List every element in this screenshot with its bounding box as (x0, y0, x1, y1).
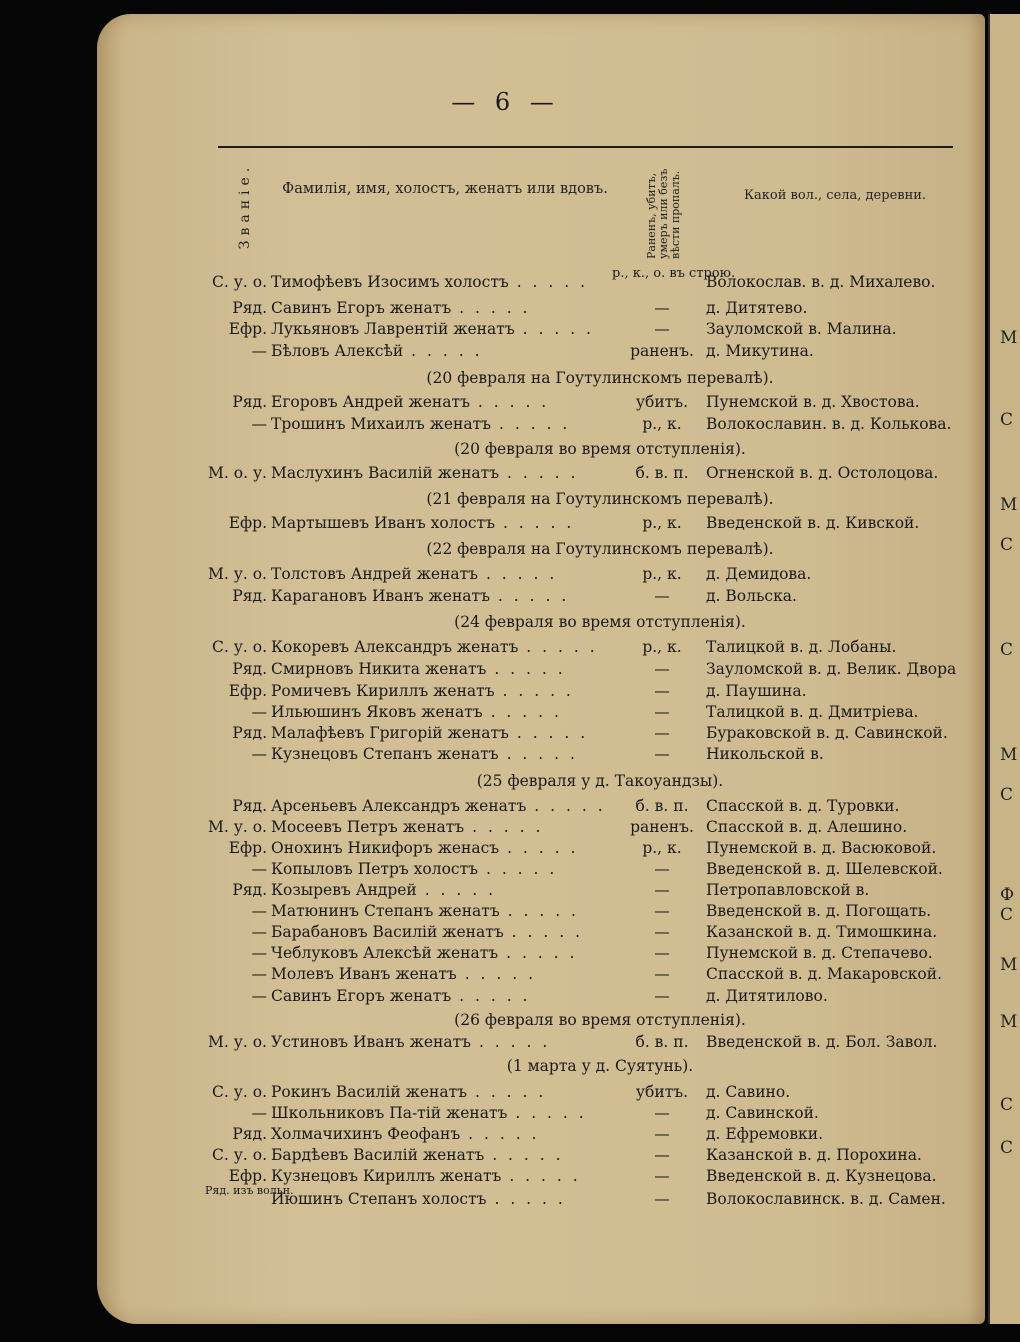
adjacent-page-letter: С (1000, 905, 1014, 925)
leader-dots: . . . . . (456, 965, 537, 983)
leader-dots: . . . . . (451, 987, 531, 1005)
fate-cell: — (654, 1190, 670, 1208)
leader-dots: . . . . . (471, 1033, 551, 1051)
header-name: Фамилія, имя, холостъ, женатъ или вдовъ. (282, 181, 608, 197)
page-number: — 6 — (451, 88, 560, 116)
leader-dots: . . . . . (503, 923, 583, 941)
leader-dots: . . . . . (498, 944, 578, 962)
header-rank: Званіе. (237, 162, 253, 250)
fate-cell: — (654, 965, 670, 983)
adjacent-page-letter: С (1000, 410, 1014, 430)
place-cell: Зауломской в. д. Велик. Двора (706, 660, 957, 678)
rank-cell: Ряд. (232, 299, 267, 317)
rank-cell: Ряд. (232, 881, 267, 899)
section-heading: (20 февраля на Гоутулинскомъ перевалѣ). (426, 369, 774, 387)
list-item (0, 797, 1011, 819)
fate-cell: — (654, 703, 670, 721)
rank-cell: — (251, 415, 267, 433)
name-cell: Июшинъ Степанъ холостъ . . . . . (271, 1190, 566, 1208)
fate-cell: р., к. (642, 514, 682, 532)
rank-cell: М. у. о. (208, 818, 267, 836)
list-item (0, 1125, 1011, 1147)
section-heading: (22 февраля на Гоутулинскомъ перевалѣ). (426, 540, 774, 558)
list-item (0, 860, 1011, 882)
rank-cell: Ефр. (228, 839, 267, 857)
list-item (0, 464, 1011, 486)
list-item (0, 881, 1011, 903)
list-item (0, 987, 1011, 1009)
place-cell: Никольской в. (706, 745, 824, 763)
list-item (0, 745, 1011, 767)
place-cell: Пунемской в. д. Васюковой. (706, 839, 937, 857)
fate-cell: — (654, 660, 670, 678)
place-cell: д. Савино. (706, 1083, 791, 1101)
rank-cell: М. у. о. (208, 1033, 267, 1051)
section-heading: (21 февраля на Гоутулинскомъ перевалѣ). (426, 490, 774, 508)
leader-dots: . . . . . (416, 881, 497, 899)
name-cell: Холмачихинъ Феофанъ . . . . . (271, 1125, 540, 1143)
name-cell: Козыревъ Андрей . . . . . (271, 881, 497, 899)
place-cell: Спасской в. д. Макаровской. (706, 965, 943, 983)
adjacent-page-letter: Ф (1000, 885, 1015, 905)
name-cell: Савинъ Егоръ женатъ . . . . . (271, 299, 531, 317)
list-item (0, 965, 1011, 987)
leader-dots: . . . . . (508, 724, 589, 742)
place-cell: д. Демидова. (706, 565, 812, 583)
rank-cell: М. о. у. (208, 464, 267, 482)
list-item (0, 514, 1011, 536)
name-cell: Мартышевъ Иванъ холостъ . . . . . (271, 514, 575, 532)
name-cell: Смирновъ Никита женатъ . . . . . (271, 660, 566, 678)
fate-cell: — (654, 724, 670, 742)
fate-cell: убитъ. (635, 393, 689, 411)
name-cell: Бардѣевъ Василій женатъ . . . . . (271, 1146, 564, 1164)
leader-dots: . . . . . (486, 1190, 566, 1208)
leader-dots: . . . . . (467, 1083, 547, 1101)
leader-dots: . . . . . (494, 682, 574, 700)
name-cell: Тимофѣевъ Изосимъ холостъ . . . . . (271, 273, 589, 291)
fate-cell: — (654, 1146, 670, 1164)
list-item (0, 299, 1011, 321)
list-item (0, 703, 1011, 725)
section-heading: (25 февраля у д. Такоуандзы). (476, 772, 724, 790)
rank-cell: Ряд. (232, 1125, 267, 1143)
leader-dots: . . . . . (464, 818, 544, 836)
place-cell: Казанской в. д. Тимошкина. (706, 923, 938, 941)
leader-dots: . . . . . (526, 797, 606, 815)
list-item (0, 266, 1011, 295)
name-cell: Чеблуковъ Алексѣй женатъ . . . . . (271, 944, 578, 962)
place-cell: Талицкой в. д. Дмитріева. (706, 703, 919, 721)
name-cell: Егоровъ Андрей женатъ . . . . . (271, 393, 550, 411)
fate-cell: р., к. (642, 565, 682, 583)
rank-cell: Ряд. (232, 660, 267, 678)
place-cell: Введенской в. д. Погощать. (706, 902, 932, 920)
leader-dots: . . . . . (518, 638, 598, 656)
rank-cell: Ряд. (232, 724, 267, 742)
adjacent-page-letter: М (1000, 955, 1018, 975)
fate-cell: — (654, 1104, 670, 1122)
leader-dots: . . . . . (460, 1125, 540, 1143)
rank-cell: — (251, 902, 267, 920)
place-cell: Зауломской в. Малина. (706, 320, 897, 338)
leader-dots: . . . . . (451, 299, 531, 317)
adjacent-page-letter: М (1000, 1012, 1018, 1032)
adjacent-page-letter: С (1000, 1138, 1014, 1158)
adjacent-page-letter: М (1000, 495, 1018, 515)
rank-cell: Ефр. (228, 1167, 267, 1185)
place-cell: Бураковской в. д. Савинской. (706, 724, 948, 742)
fate-cell: б. в. п. (635, 464, 689, 482)
list-item (0, 320, 1011, 342)
name-cell: Карагановъ Иванъ женатъ . . . . . (271, 587, 570, 605)
fate-cell: — (654, 944, 670, 962)
place-cell: Казанской в. д. Порохина. (706, 1146, 922, 1164)
adjacent-page-letter: С (1000, 640, 1014, 660)
fate-cell: — (654, 587, 670, 605)
name-cell: Матюнинъ Степанъ женатъ . . . . . (271, 902, 579, 920)
list-item (0, 393, 1011, 415)
name-cell: Мосеевъ Петръ женатъ . . . . . (271, 818, 544, 836)
rank-cell: Ефр. (228, 320, 267, 338)
place-cell: д. Савинской. (706, 1104, 819, 1122)
leader-dots: . . . . . (498, 745, 578, 763)
list-item (0, 587, 1011, 609)
list-item (0, 660, 1011, 682)
rank-cell: Ряд. (232, 797, 267, 815)
section-heading: (26 февраля во время отступленія). (454, 1011, 746, 1029)
list-item (0, 638, 1014, 660)
leader-dots: . . . . . (508, 273, 589, 291)
rank-cell: — (251, 860, 267, 878)
fate-cell: р., к. (642, 638, 682, 656)
leader-dots: . . . . . (499, 839, 579, 857)
leader-dots: . . . . . (403, 342, 483, 360)
rank-cell: — (251, 703, 267, 721)
fate-cell: — (654, 923, 670, 941)
name-cell: Кокоревъ Александръ женатъ . . . . . (271, 638, 598, 656)
rank-cell: С. у. о. (212, 1083, 267, 1101)
fate-cell: — (654, 987, 670, 1005)
name-cell: Маслухинъ Василій женатъ . . . . . (271, 464, 579, 482)
name-cell: Барабановъ Василій женатъ . . . . . (271, 923, 583, 941)
rank-cell: Ефр. (228, 514, 267, 532)
name-cell: Копыловъ Петръ холостъ . . . . . (271, 860, 558, 878)
list-item (0, 415, 1011, 437)
section-heading: (24 февраля во время отступленія). (454, 613, 746, 631)
place-cell: д. Дитятилово. (706, 987, 828, 1005)
place-cell: Волокославин. в. д. Колькова. (706, 415, 952, 433)
adjacent-page-letter: М (1000, 328, 1018, 348)
header-place: Какой вол., села, деревни. (743, 188, 927, 203)
leader-dots: . . . . . (486, 660, 566, 678)
rank-cell: — (251, 987, 267, 1005)
list-item (0, 1167, 1011, 1189)
list-item (0, 923, 1011, 945)
name-cell: Онохинъ Никифоръ женасъ . . . . . (271, 839, 579, 857)
rank-cell: — (251, 965, 267, 983)
rank-cell: — (251, 1104, 267, 1122)
place-cell: Введенской в. д. Кивской. (706, 514, 920, 532)
name-cell: Толстовъ Андрей женатъ . . . . . (271, 565, 558, 583)
place-cell: Введенской в. д. Бол. Завол. (706, 1033, 938, 1051)
leader-dots: . . . . . (478, 860, 558, 878)
name-cell: Арсеньевъ Александръ женатъ . . . . . (271, 797, 606, 815)
name-cell: Ромичевъ Кириллъ женатъ . . . . . (271, 682, 574, 700)
list-item (0, 1184, 1011, 1212)
rank-cell: М. у. о. (208, 565, 267, 583)
fate-cell: — (654, 860, 670, 878)
place-cell: Спасской в. д. Алешино. (706, 818, 908, 836)
header-fate: Раненъ, убитъ, умеръ или безъ вѣсти пропалъ. (645, 168, 682, 259)
leader-dots: . . . . . (499, 464, 579, 482)
place-cell: Огненской в. д. Остолоцова. (706, 464, 939, 482)
adjacent-page-letter: С (1000, 535, 1014, 555)
rank-cell: С. у. о. (212, 638, 267, 656)
list-item (0, 682, 1011, 704)
section-heading: (1 марта у д. Суятунь). (506, 1057, 694, 1075)
adjacent-page-letter: М (1000, 745, 1018, 765)
list-item (0, 902, 1014, 925)
fate-cell: раненъ. (630, 342, 694, 360)
leader-dots: . . . . . (478, 565, 558, 583)
list-item (0, 944, 1011, 966)
leader-dots: . . . . . (501, 1167, 581, 1185)
place-cell: Введенской в. д. Кузнецова. (706, 1167, 937, 1185)
fate-cell: — (654, 320, 670, 338)
rank-cell: Ряд. (232, 587, 267, 605)
rank-cell: Ряд. изъ вольн. (205, 1184, 294, 1197)
list-item (0, 565, 1011, 587)
rank-cell: Ряд. (232, 393, 267, 411)
fate-cell: — (654, 902, 670, 920)
name-cell: Трошинъ Михаилъ женатъ . . . . . (271, 415, 571, 433)
list-item (0, 724, 1011, 746)
leader-dots: . . . . . (489, 587, 570, 605)
name-cell: Малафѣевъ Григорій женатъ . . . . . (271, 724, 589, 742)
place-cell: д. Ефремовки. (706, 1125, 823, 1143)
name-cell: Кузнецовъ Кириллъ женатъ . . . . . (271, 1167, 581, 1185)
leader-dots: . . . . . (482, 703, 562, 721)
name-cell: Савинъ Егоръ женатъ . . . . . (271, 987, 531, 1005)
leader-dots: . . . . . (491, 415, 571, 433)
place-cell: д. Паушина. (706, 682, 807, 700)
rank-cell: — (251, 923, 267, 941)
leader-dots: . . . . . (495, 514, 575, 532)
fate-cell: — (654, 682, 670, 700)
name-cell: Школьниковъ Па-тій женатъ . . . . . (271, 1104, 587, 1122)
adjacent-page-letter: С (1000, 785, 1014, 805)
adjacent-page-letter: С (1000, 1095, 1014, 1115)
name-cell: Ильюшинъ Яковъ женатъ . . . . . (271, 703, 562, 721)
fate-cell: б. в. п. (635, 797, 689, 815)
rank-cell: С. у. о. (212, 1146, 267, 1164)
leader-dots: . . . . . (514, 320, 594, 338)
fate-cell: р., к. (642, 839, 682, 857)
list-item (0, 818, 1011, 840)
fate-cell: — (654, 1167, 670, 1185)
leader-dots: . . . . . (484, 1146, 564, 1164)
name-cell: Молевъ Иванъ женатъ . . . . . (271, 965, 537, 983)
place-cell: Спасской в. д. Туровки. (706, 797, 900, 815)
place-cell: Волокослав. в. д. Михалево. (706, 273, 936, 291)
place-cell: Волокославинск. в. д. Самен. (706, 1190, 946, 1208)
name-cell: Устиновъ Иванъ женатъ . . . . . (271, 1033, 551, 1051)
rank-cell: Ефр. (228, 682, 267, 700)
place-cell: д. Вольска. (706, 587, 797, 605)
list-item (0, 1104, 1011, 1126)
fate-cell: раненъ. (630, 818, 694, 836)
name-cell: Кузнецовъ Степанъ женатъ . . . . . (271, 745, 578, 763)
leader-dots: . . . . . (469, 393, 550, 411)
fate-cell: р., к., о. въ строю. (612, 266, 736, 281)
place-cell: д. Дитятево. (706, 299, 808, 317)
list-item (0, 839, 1011, 861)
rank-cell: — (251, 944, 267, 962)
fate-cell: — (654, 1125, 670, 1143)
name-cell: Рокинъ Василій женатъ . . . . . (271, 1083, 547, 1101)
fate-cell: р., к. (642, 415, 682, 433)
section-heading: (20 февраля во время отступленія). (454, 440, 746, 458)
fate-cell: б. в. п. (635, 1033, 689, 1051)
place-cell: Петропавловской в. (706, 881, 870, 899)
list-item (0, 1033, 1011, 1055)
fate-cell: — (654, 745, 670, 763)
place-cell: Пунемской в. д. Хвостова. (706, 393, 920, 411)
place-cell: Введенской в. д. Шелевской. (706, 860, 943, 878)
name-cell: Лукьяновъ Лаврентій женатъ . . . . . (271, 320, 594, 338)
place-cell: Талицкой в. д. Лобаны. (706, 638, 897, 656)
fate-cell: — (654, 881, 670, 899)
list-item (0, 1146, 1011, 1168)
fate-cell: убитъ. (635, 1083, 689, 1101)
list-item (0, 1083, 1011, 1105)
rank-cell: — (251, 745, 267, 763)
name-cell: Бѣловъ Алексѣй . . . . . (271, 342, 483, 360)
rank-cell: — (251, 342, 267, 360)
place-cell: д. Микутина. (706, 342, 814, 360)
list-item (0, 342, 1011, 364)
leader-dots: . . . . . (507, 1104, 587, 1122)
fate-cell: — (654, 299, 670, 317)
leader-dots: . . . . . (499, 902, 579, 920)
rank-cell: С. у. о. (212, 273, 267, 291)
place-cell: Пунемской в. д. Степачево. (706, 944, 933, 962)
